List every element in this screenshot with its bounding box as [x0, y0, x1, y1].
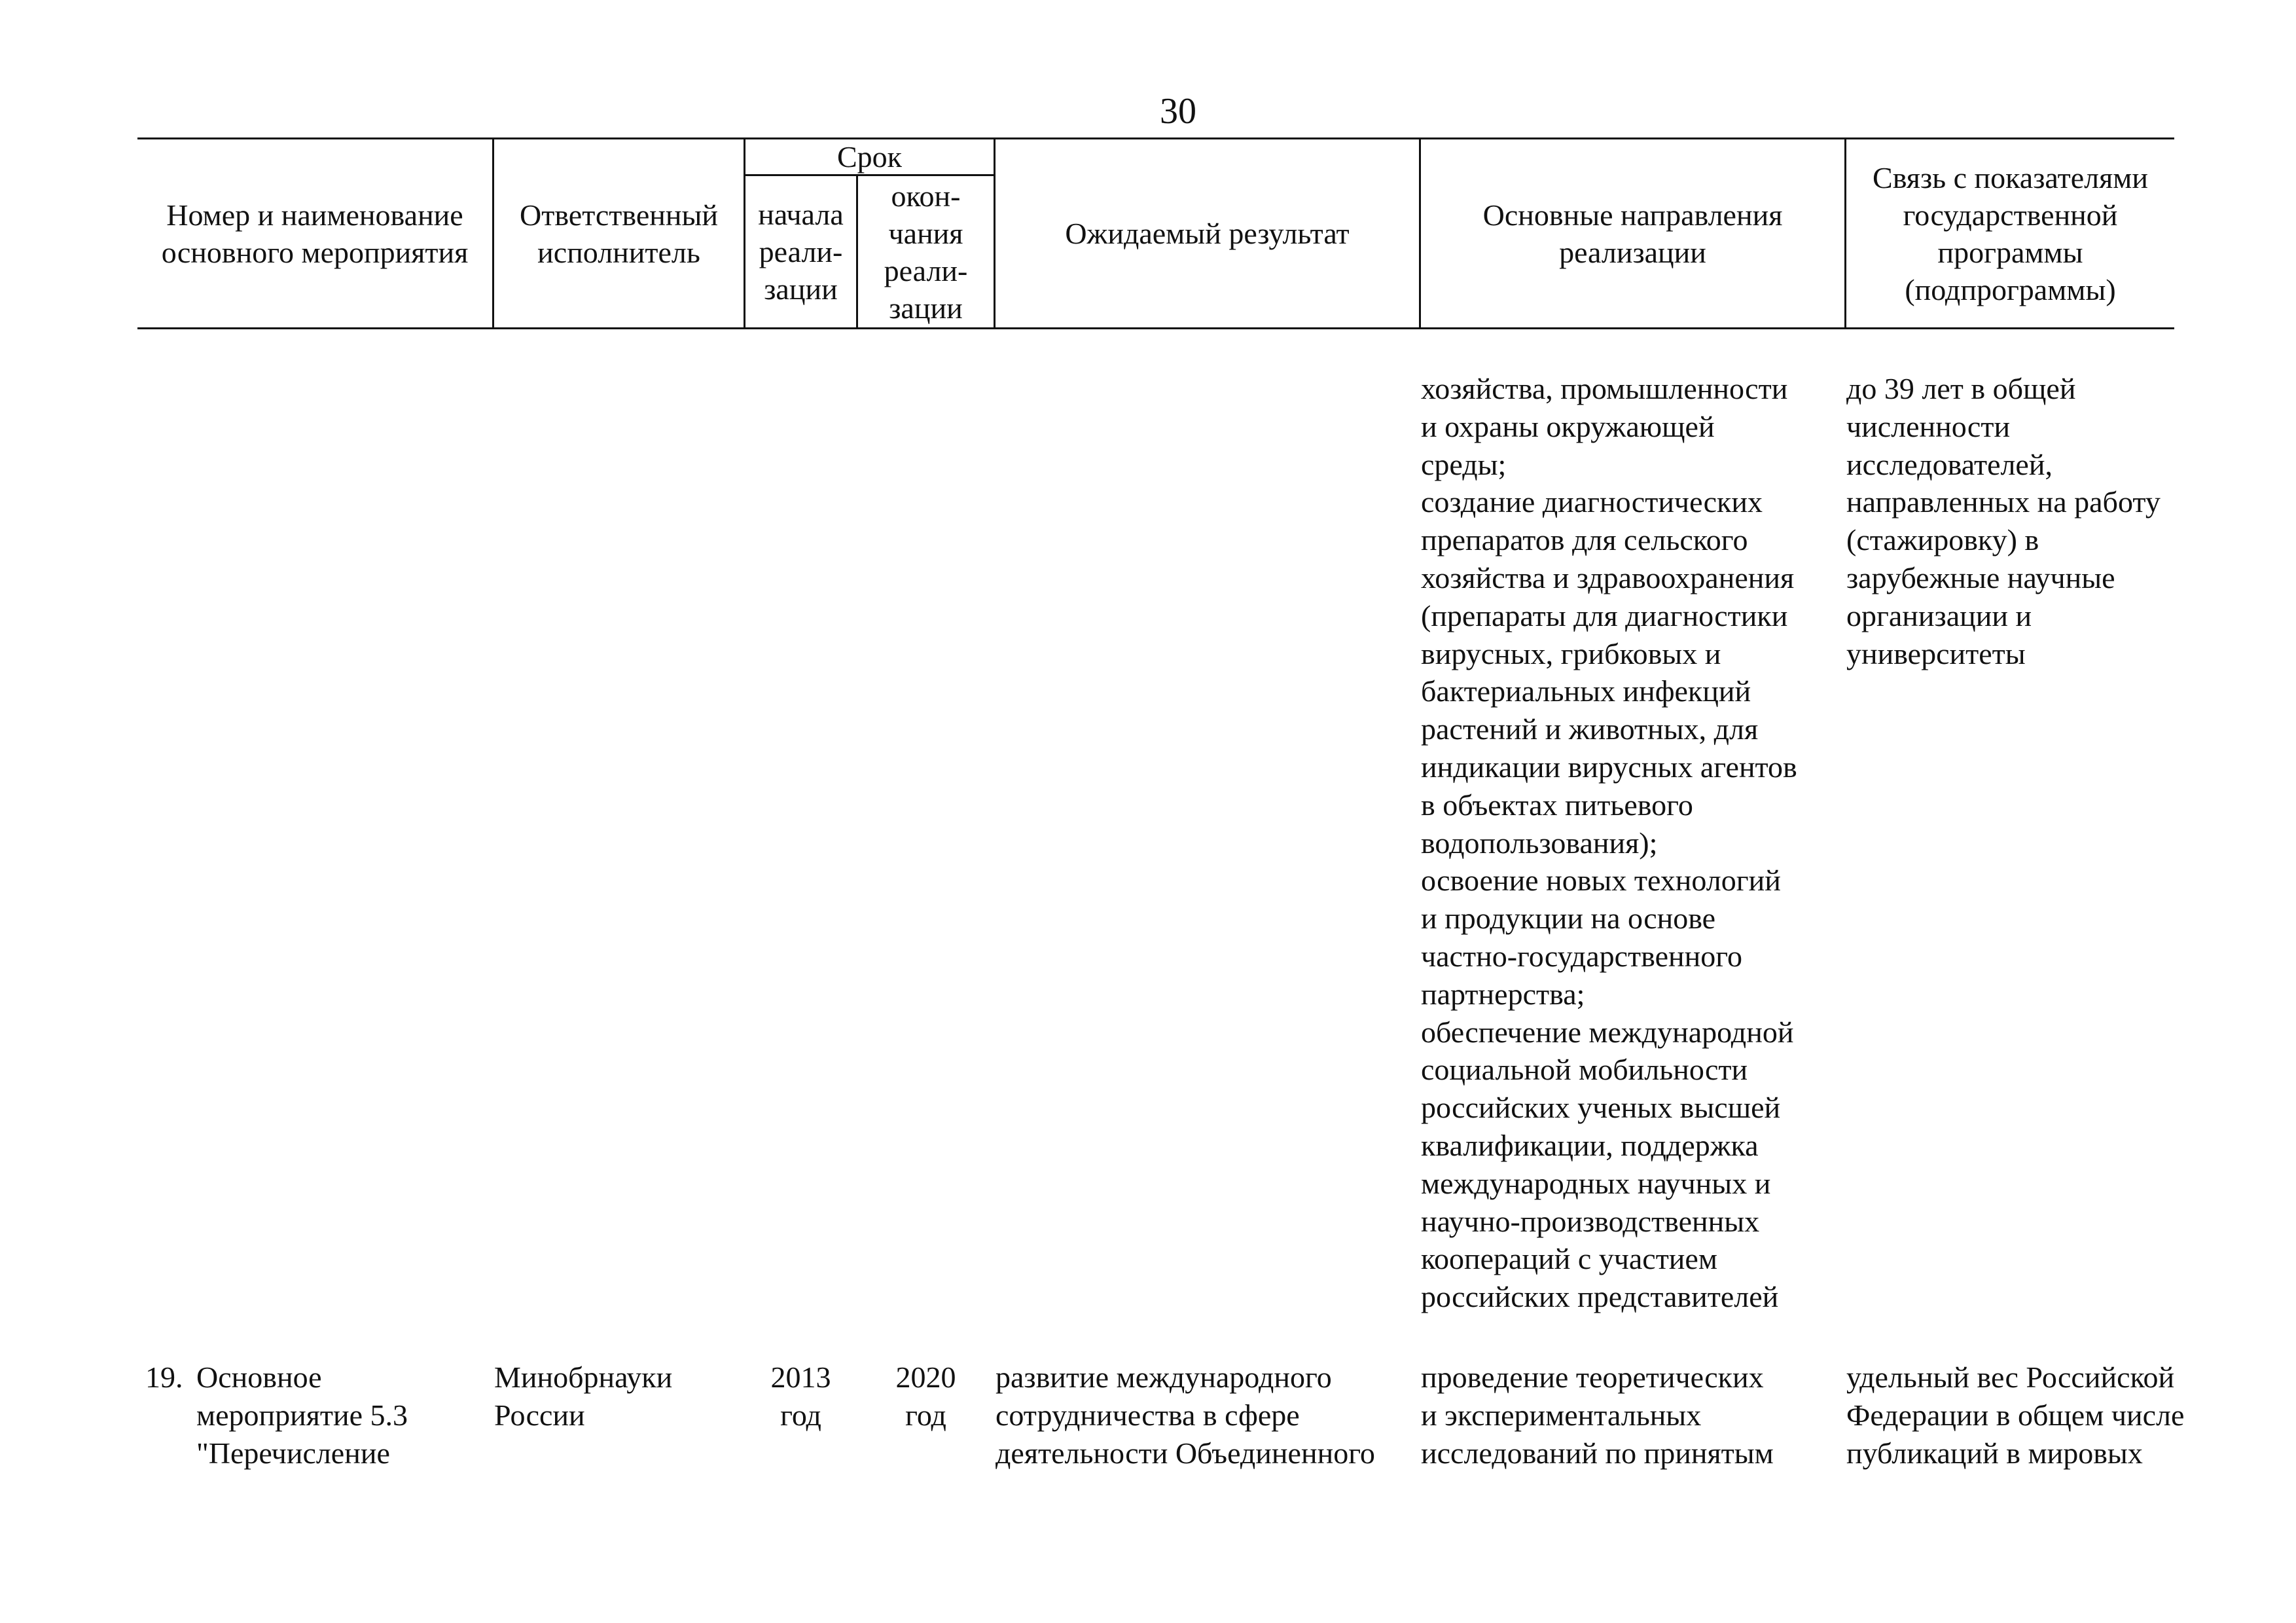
page-number: 30 — [1160, 91, 1196, 132]
row-indicators: удельный вес Российской Федерации в общем числе публикаций в мировых — [1846, 1360, 2185, 1470]
header-col-indicators: Связь с показателями государственной программы (подпрограммы) — [1873, 160, 2148, 306]
row-result: развитие международного сотрудничества в сфере деятельности Объединенного — [996, 1360, 1375, 1470]
header-col-term: Срок — [836, 140, 903, 173]
row-number: 19. — [145, 1360, 183, 1394]
header-bottom-rule — [137, 327, 2174, 329]
header-col-term-end: окон- чания реали- зации — [884, 179, 968, 325]
continuation-directions: хозяйства, промышленности и охраны окружающей среды; создание диагностических препаратов для сельского хозяйства и здравоохранения (препараты для диагностики вирусных, грибковых и бактериальных инфекций растений и животных, для индикации вирусных агентов в объектах питьевого водопользования); освоение новых технологий и продукции на основе частно-государственного партнерства; обеспечение международной социальной мобильности российских ученых высшей квалификации, поддержка международных научных и научно-производственных коопераций с участием российских представителей — [1421, 372, 1797, 1314]
row-end-year: 2020 год — [895, 1360, 956, 1432]
row-start-year: 2013 год — [770, 1360, 831, 1432]
header-col-executor: Ответственный исполнитель — [520, 198, 718, 269]
row-name: Основное мероприятие 5.3 "Перечисление — [196, 1360, 408, 1470]
header-col-result: Ожидаемый результат — [1065, 217, 1350, 250]
continuation-indicators: до 39 лет в общей численности исследователей, направленных на работу (стажировку) в зарубежные научные организации и университеты — [1846, 372, 2161, 670]
row-executor: Минобрнауки России — [494, 1360, 673, 1432]
header-col-directions: Основные направления реализации — [1482, 198, 1783, 269]
header-col-name: Номер и наименование основного мероприятия — [161, 198, 469, 269]
row-directions: проведение теоретических и экспериментальных исследований по принятым — [1421, 1360, 1774, 1470]
header-col-term-start: начала реали- зации — [758, 198, 844, 306]
